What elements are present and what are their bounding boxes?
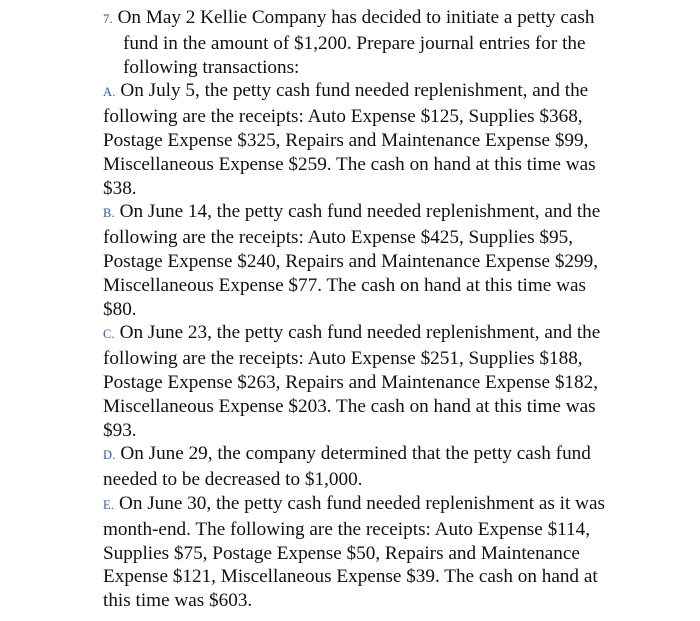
item-e-text: On June 30, the petty cash fund needed replenishment as it was month-end. The following are the receipts: Auto Expense $114, Supplies $75, Postage Expense $50, Repairs and Maintenance Expense $121, Miscellaneous Expense $39. The cash on hand at this time was $603. xyxy=(103,492,605,612)
item-c-label: C. xyxy=(103,327,115,342)
item-d-text: On June 29, the company determined that the petty cash fund needed to be decreased to $1,000. xyxy=(103,443,591,491)
item-b xyxy=(103,200,623,321)
item-c xyxy=(103,321,623,442)
question-number: 7. xyxy=(103,12,113,26)
item-d-label: D. xyxy=(103,448,116,463)
item-b-text: On June 14, the petty cash fund needed replenishment, and the following are the receipts: Auto Expense $425, Supplies $95, Postage Expense $240, Repairs and Maintenance Expense $299, Miscellaneous Expense $77. The cash on hand at this time was $80. xyxy=(103,201,601,320)
problem-text xyxy=(103,6,623,613)
item-e xyxy=(103,492,623,613)
item-d xyxy=(103,442,623,492)
item-a-label: A. xyxy=(103,85,116,100)
item-b-label: B. xyxy=(103,206,115,221)
question-intro xyxy=(103,6,623,79)
item-a xyxy=(103,79,623,200)
question-text: On May 2 Kellie Company has decided to initiate a petty cash fund in the amount of $1,200. Prepare journal entries for the following transactions: xyxy=(117,7,595,78)
item-c-text: On June 23, the petty cash fund needed replenishment, and the following are the receipts: Auto Expense $251, Supplies $188, Postage Expense $263, Repairs and Maintenance Expense $182, Miscellaneous Expense $203. The cash on hand at this time was $93. xyxy=(103,322,601,441)
item-e-label: E. xyxy=(103,497,115,512)
item-a-text: On July 5, the petty cash fund needed replenishment, and the following are the receipts: Auto Expense $125, Supplies $368, Postage Expense $325, Repairs and Maintenance Expense $99, Miscellaneous Expense $259. The cash on hand at this time was $38. xyxy=(103,80,596,199)
